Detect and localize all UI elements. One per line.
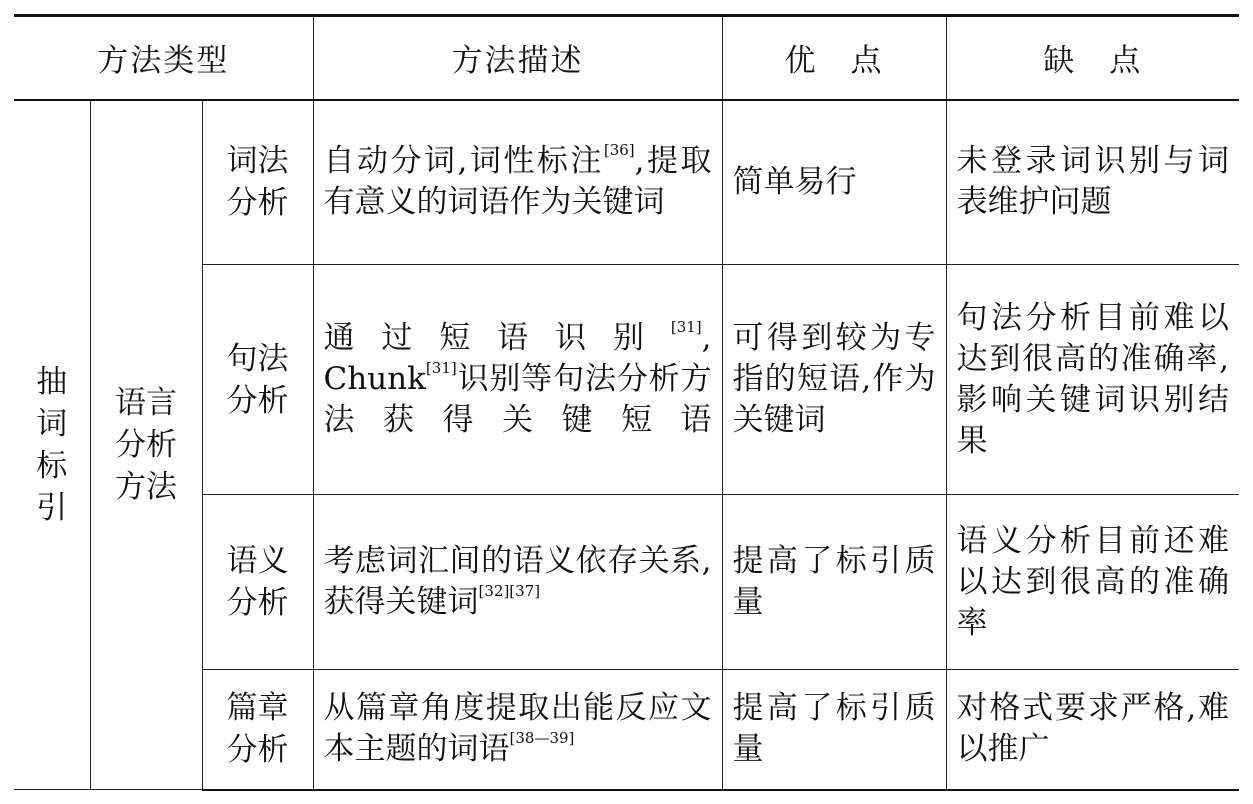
header-method-type: 方法类型 <box>14 16 313 100</box>
description-text: Chunk <box>323 361 426 397</box>
disadvantage-cell: 对格式要求严格,难以推广 <box>946 670 1239 790</box>
citation-ref: [31] <box>425 359 457 377</box>
disadvantage-cell: 语义分析目前还难以达到很高的准确率 <box>946 495 1239 670</box>
description-text: 考虑词汇间的语义依存关系,获得关键词 <box>323 543 712 620</box>
description-text: ,提取有意义的词语作为关键词 <box>323 143 712 221</box>
method-cell <box>202 265 313 495</box>
method-label: 句法分析 <box>226 340 289 419</box>
citation-ref: [31] <box>670 318 702 336</box>
advantage-cell: 提高了标引质量 <box>722 670 946 790</box>
description-text: 识别等句法分析方法获得关键短语 <box>323 361 712 438</box>
advantage-cell: 提高了标引质量 <box>722 495 946 670</box>
header-method-description: 方法描述 <box>313 16 722 100</box>
header-advantage: 优 点 <box>722 16 946 100</box>
method-label: 语义分析 <box>226 543 289 621</box>
group-outer-cell <box>14 100 90 790</box>
description-cell <box>313 265 722 495</box>
advantage-cell: 简单易行 <box>722 100 946 265</box>
description-cell <box>313 100 722 265</box>
table-row <box>14 100 1239 265</box>
advantage-cell: 可得到较为专指的短语,作为关键词 <box>722 265 946 495</box>
method-label: 篇章分析 <box>226 690 289 769</box>
method-cell <box>202 100 313 265</box>
description-text: 自动分词,词性标注 <box>323 143 604 180</box>
disadvantage-cell: 句法分析目前难以达到很高的准确率,影响关键词识别结果 <box>946 265 1239 495</box>
method-cell <box>202 495 313 670</box>
method-comparison-table <box>14 14 1239 791</box>
citation-ref: [32][37] <box>478 582 541 600</box>
description-text: 通过短语识别 <box>323 320 671 356</box>
citation-ref: [36] <box>603 141 635 160</box>
method-cell <box>202 670 313 790</box>
header-disadvantage: 缺 点 <box>946 16 1239 100</box>
disadvantage-cell: 未登录词识别与词表维护问题 <box>946 100 1239 265</box>
citation-ref: [38—39] <box>509 729 575 748</box>
group-inner-label: 语言分析方法 <box>115 384 177 505</box>
description-cell <box>313 670 722 790</box>
group-outer-label: 抽词标引 <box>36 363 68 526</box>
table-header-row <box>14 16 1239 100</box>
description-text: , <box>701 320 712 356</box>
description-text: 从篇章角度提取出能反应文本主题的词语 <box>323 690 712 768</box>
method-label: 词法分析 <box>226 143 289 222</box>
description-cell <box>313 495 722 670</box>
group-inner-cell <box>90 100 202 790</box>
